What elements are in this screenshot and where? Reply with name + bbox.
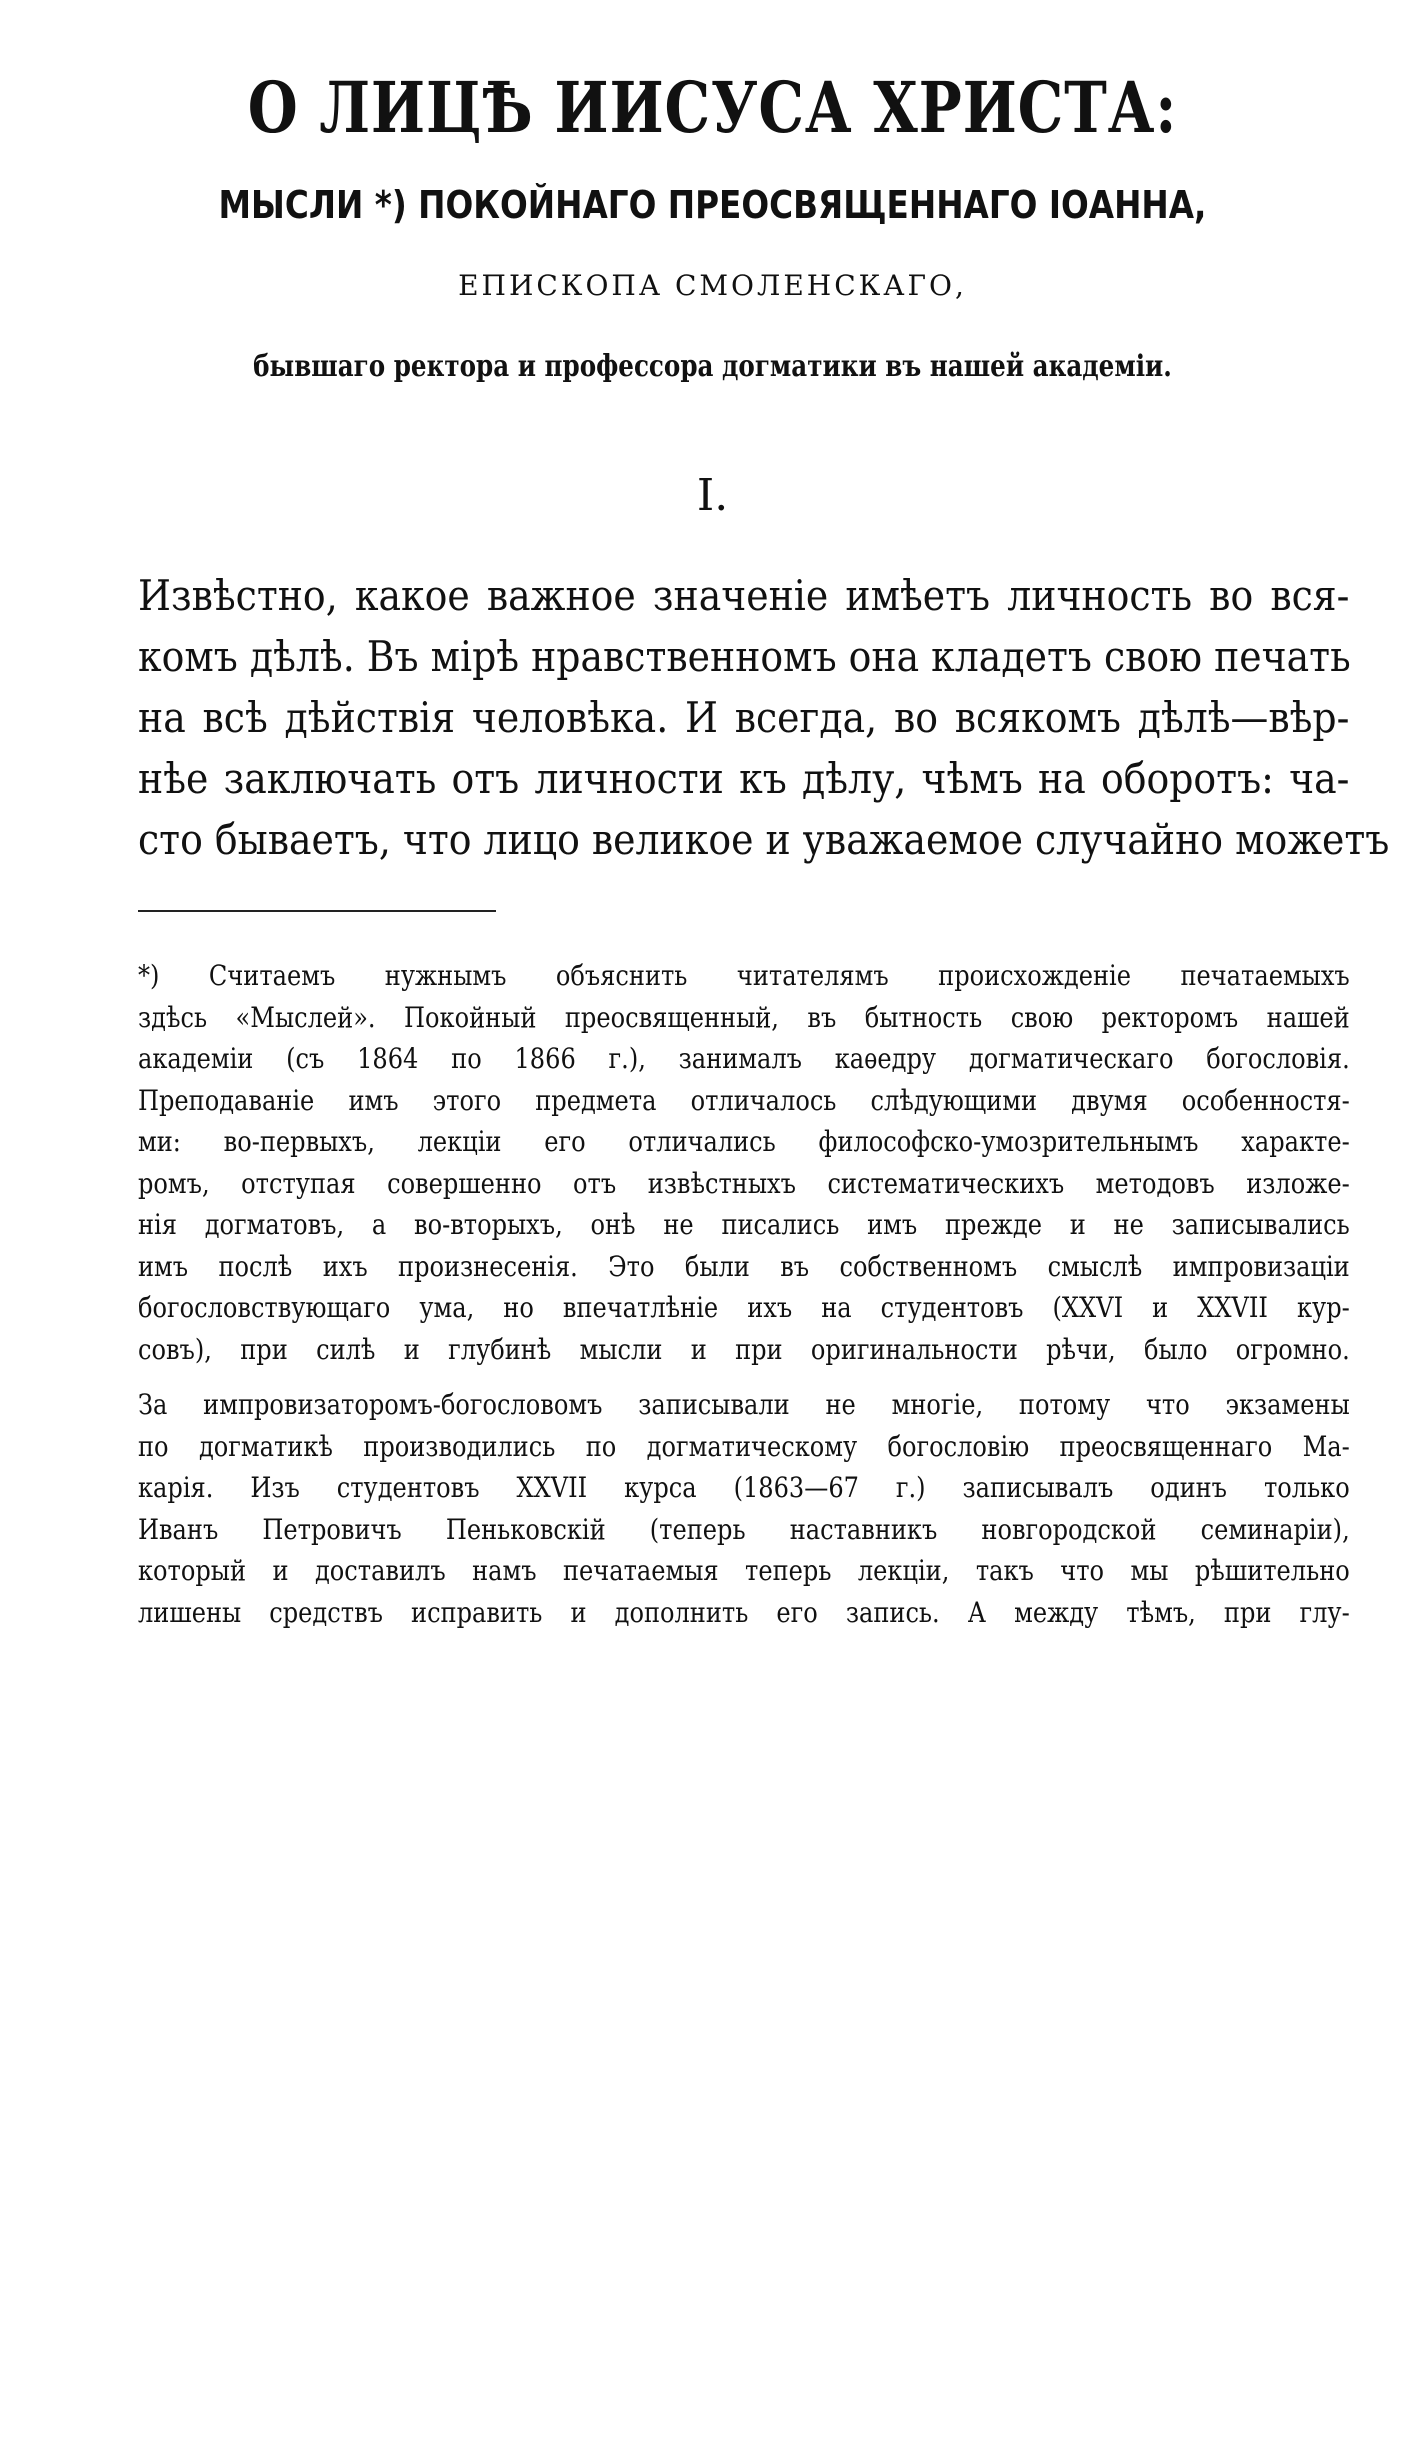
subtitle-author: МЫСЛИ *) ПОКОЙНАГО ПРЕОСВЯЩЕННАГО ІОАННА, xyxy=(218,183,1207,227)
main-text-line: на всѣ дѣйствія человѣка. И всегда, во всякомъ дѣлѣ—вѣр- xyxy=(138,693,1350,742)
footnote-divider xyxy=(138,910,496,912)
footnote-line: Преподаваніе имъ этого предмета отличалось слѣдующими двумя особенностя- xyxy=(138,1083,1350,1117)
footnote-line: академіи (съ 1864 по 1866 г.), занималъ каѳедру догматическаго богословія. xyxy=(138,1042,1350,1075)
main-text-line: сто бываетъ, что лицо великое и уважаемое случайно можетъ xyxy=(138,815,1390,864)
footnote-line: по догматикѣ производились по догматическому богословію преосвященнаго Ма- xyxy=(138,1429,1350,1463)
footnote-line: нія догматовъ, а во-вторыхъ, онѣ не писались имъ прежде и не записывались xyxy=(138,1208,1350,1241)
main-text-line: Извѣстно, какое важное значеніе имѣетъ личность во вся- xyxy=(138,571,1350,620)
footnote-line: Иванъ Петровичъ Пеньковскій (теперь наставникъ новгородской семинаріи), xyxy=(138,1512,1350,1546)
main-text xyxy=(138,565,1390,870)
page-title: О ЛИЦѢ ИИСУСА ХРИСТА: xyxy=(247,66,1178,149)
footnote-line: За импровизаторомъ-богословомъ записывали не многіе, потому что экзамены xyxy=(138,1388,1350,1421)
subtitle-bishop: ЕПИСКОПА СМОЛЕНСКАГО, xyxy=(458,269,967,302)
main-text-line: нѣе заключать отъ личности къ дѣлу, чѣмъ на оборотъ: ча- xyxy=(138,754,1350,803)
subtitle-rector: бывшаго ректора и профессора догматики въ нашей академіи. xyxy=(253,349,1172,384)
footnote-line: лишены средствъ исправить и дополнить его запись. А между тѣмъ, при глу- xyxy=(138,1595,1350,1629)
footnote-line: здѣсь «Мыслей». Покойный преосвященный, въ бытность свою ректоромъ нашей xyxy=(138,1000,1350,1034)
footnote-line: *) Считаемъ нужнымъ объяснить читателямъ происхожденіе печатаемыхъ xyxy=(138,959,1350,992)
footnote-line: совъ), при силѣ и глубинѣ мысли и при оригинальности рѣчи, было огромно. xyxy=(138,1332,1350,1366)
footnote-line: имъ послѣ ихъ произнесенія. Это были въ собственномъ смыслѣ импровизаціи xyxy=(138,1249,1350,1283)
footnote-line: карія. Изъ студентовъ XXVII курса (1863—67 г.) записывалъ одинъ только xyxy=(138,1471,1350,1504)
footnote-line: ромъ, отступая совершенно отъ извѣстныхъ систематическихъ методовъ изложе- xyxy=(138,1166,1350,1200)
footnote-line: который и доставилъ намъ печатаемыя теперь лекціи, такъ что мы рѣшительно xyxy=(138,1554,1350,1587)
footnote-line: ми: во-первыхъ, лекціи его отличались философско-умозрительнымъ характе- xyxy=(138,1125,1350,1158)
footnote xyxy=(138,955,1350,1633)
section-numeral: I. xyxy=(696,470,729,521)
main-text-line: комъ дѣлѣ. Въ мірѣ нравственномъ она кладетъ свою печать xyxy=(138,632,1351,681)
footnote-line: богословствующаго ума, но впечатлѣніе ихъ на студентовъ (XXVI и XXVII кур- xyxy=(138,1291,1350,1324)
